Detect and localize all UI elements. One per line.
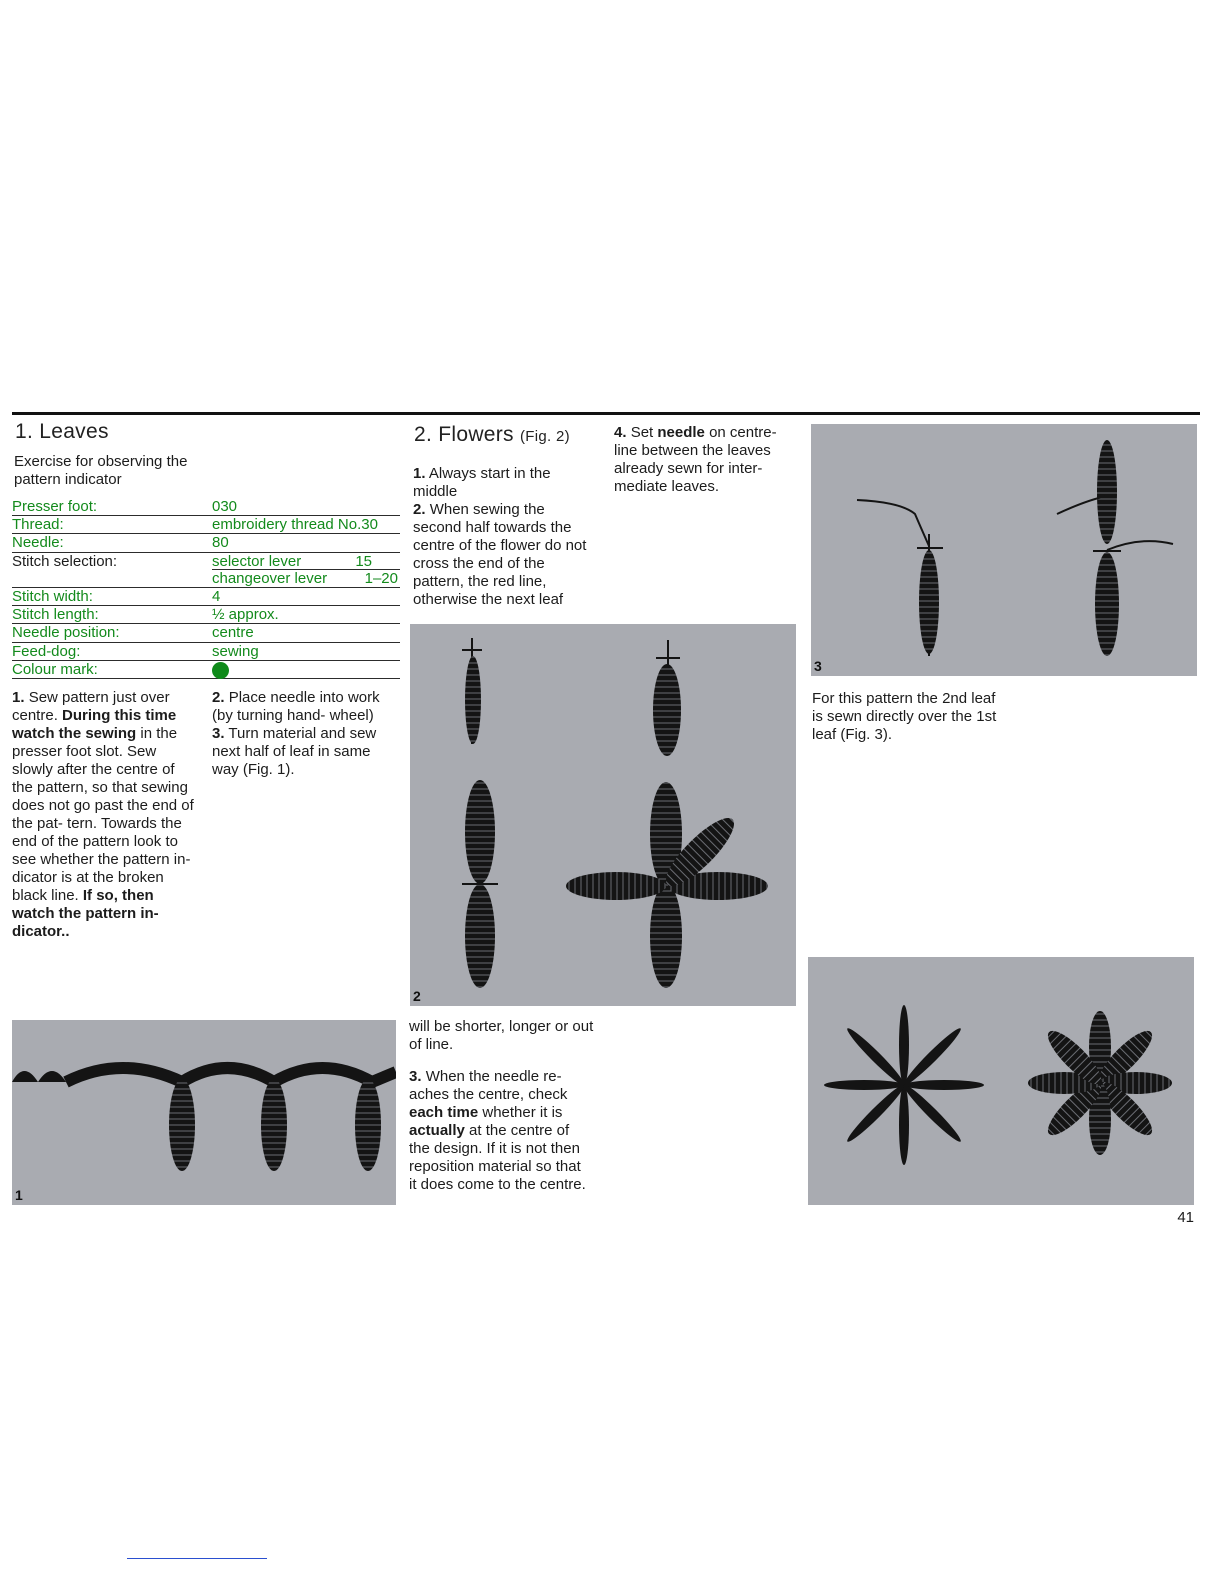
setting-value (212, 553, 400, 570)
step-text: When sewing the second half towards the centre of the flower do not cross the end of the pattern, the red line, otherwise the next leaf (413, 501, 587, 608)
setting-value: centre (212, 624, 254, 642)
figure-stars-illustration (808, 957, 1194, 1205)
flowers-title (414, 423, 570, 447)
setting-value: 80 (212, 534, 229, 552)
setting-row-changeover (12, 570, 400, 588)
leaves-step-1 (12, 689, 198, 941)
figure-2-number: 2 (413, 988, 421, 1004)
figure-3-illustration (811, 424, 1197, 676)
setting-value: 4 (212, 587, 221, 605)
setting-row-needle-position (12, 624, 400, 642)
setting-label: Thread: (12, 516, 64, 534)
page-number: 41 (1177, 1209, 1194, 1226)
setting-value: 030 (212, 498, 238, 515)
step-text: Always start in the middle (413, 465, 551, 500)
step-text-bold: each time (409, 1104, 479, 1121)
setting-row-thread (12, 516, 400, 534)
setting-row-colour-mark (12, 661, 400, 679)
step-text: Turn material and sew next half of leaf in same way (Fig. 1). (212, 725, 377, 778)
figure-1-leaves-border (12, 1020, 396, 1205)
setting-label: Needle position: (12, 624, 120, 642)
setting-label: Stitch selection: (12, 552, 118, 570)
step-number: 1. (12, 689, 25, 706)
step-text: in the presser foot slot. Sew slowly after the centre of the pattern, so that sewing does not go past the end of the pat- tern. Towards the end of the pattern look to see whether the pattern in- dicator is at the broken black line. (12, 725, 194, 904)
figure-1-number: 1 (15, 1187, 23, 1203)
figure-3-leaves (811, 424, 1197, 676)
setting-row-stitch-selection (12, 553, 400, 570)
green-dot-icon (212, 662, 229, 679)
leaves-step-2 (212, 689, 398, 725)
setting-row-stitch-length (12, 606, 400, 624)
step-text-bold: needle (657, 424, 705, 441)
step-number: 4. (614, 424, 627, 441)
flowers-step-2 (413, 501, 593, 609)
setting-label: Presser foot: (12, 498, 98, 515)
footer-underline (127, 1558, 267, 1559)
step-text-bold: During this time watch the sewing (12, 707, 177, 742)
setting-label: Colour mark: (12, 660, 98, 678)
step-text: Set (630, 424, 654, 441)
step-number: 2. (212, 689, 225, 706)
setting-value: ½ approx. (212, 606, 279, 624)
flowers-step-3 (409, 1068, 589, 1194)
setting-row-feed-dog (12, 643, 400, 661)
step-number: 2. (413, 501, 426, 518)
step-text: whether it is (482, 1104, 563, 1121)
figure-1-illustration (12, 1020, 396, 1205)
setting-value-num: 1–20 (364, 569, 398, 587)
setting-row-presser-foot (12, 498, 400, 516)
leaves-step-2-3 (212, 689, 398, 779)
flowers-title-text: 2. Flowers (414, 423, 514, 446)
flowers-step-4 (614, 424, 796, 496)
setting-label: Feed-dog: (12, 642, 81, 660)
setting-label: Needle: (12, 534, 64, 552)
figure-3-caption: For this pattern the 2nd leaf is sewn directly over the 1st leaf (Fig. 3). (812, 690, 997, 743)
step-text: at the centre of the design. If it is not then reposition material so that it does come to the centre. (409, 1122, 586, 1193)
step-text: on centre- line between the leaves already sewn for inter- mediate leaves. (614, 424, 777, 495)
setting-value-num: 15 (355, 552, 372, 570)
step-text: Sew pattern just over centre. (12, 689, 170, 724)
top-rule (12, 412, 1200, 415)
leaves-intro: Exercise for observing the pattern indicator (14, 453, 188, 488)
setting-value (212, 570, 400, 587)
leaves-step-3 (212, 725, 398, 779)
step-text-bold: actually (409, 1122, 465, 1139)
setting-label: Stitch length: (12, 606, 99, 624)
setting-label: Stitch width: (12, 587, 93, 605)
step-number: 1. (413, 465, 426, 482)
figure-stars (808, 957, 1194, 1205)
leaves-title: 1. Leaves (15, 420, 109, 443)
figure-3-number: 3 (814, 658, 822, 674)
step-text: Place needle into work (by turning hand- wheel) (212, 689, 380, 724)
step-number: 3. (409, 1068, 422, 1085)
flowers-step-2-continued: will be shorter, longer or out of line. (409, 1018, 594, 1053)
figure-2-flowers (410, 624, 796, 1006)
settings-table (12, 498, 400, 679)
setting-value: sewing (212, 642, 259, 660)
setting-value-text: changeover lever (212, 569, 328, 587)
setting-value (212, 661, 400, 678)
setting-row-needle (12, 534, 400, 552)
step-text-bold: If so, then watch the pattern in- dicator.. (12, 887, 159, 940)
setting-label (12, 570, 212, 587)
step-text: When the needle re- aches the centre, check (409, 1068, 568, 1103)
setting-value: embroidery thread No.30 (212, 516, 378, 534)
setting-value-text: selector lever (212, 552, 302, 570)
figure-2-illustration (410, 624, 796, 1006)
flowers-title-fig: (Fig. 2) (520, 428, 570, 445)
flowers-step-1 (413, 465, 593, 501)
step-number: 3. (212, 725, 225, 742)
flowers-step-1-2 (413, 465, 593, 609)
setting-row-stitch-width (12, 588, 400, 606)
